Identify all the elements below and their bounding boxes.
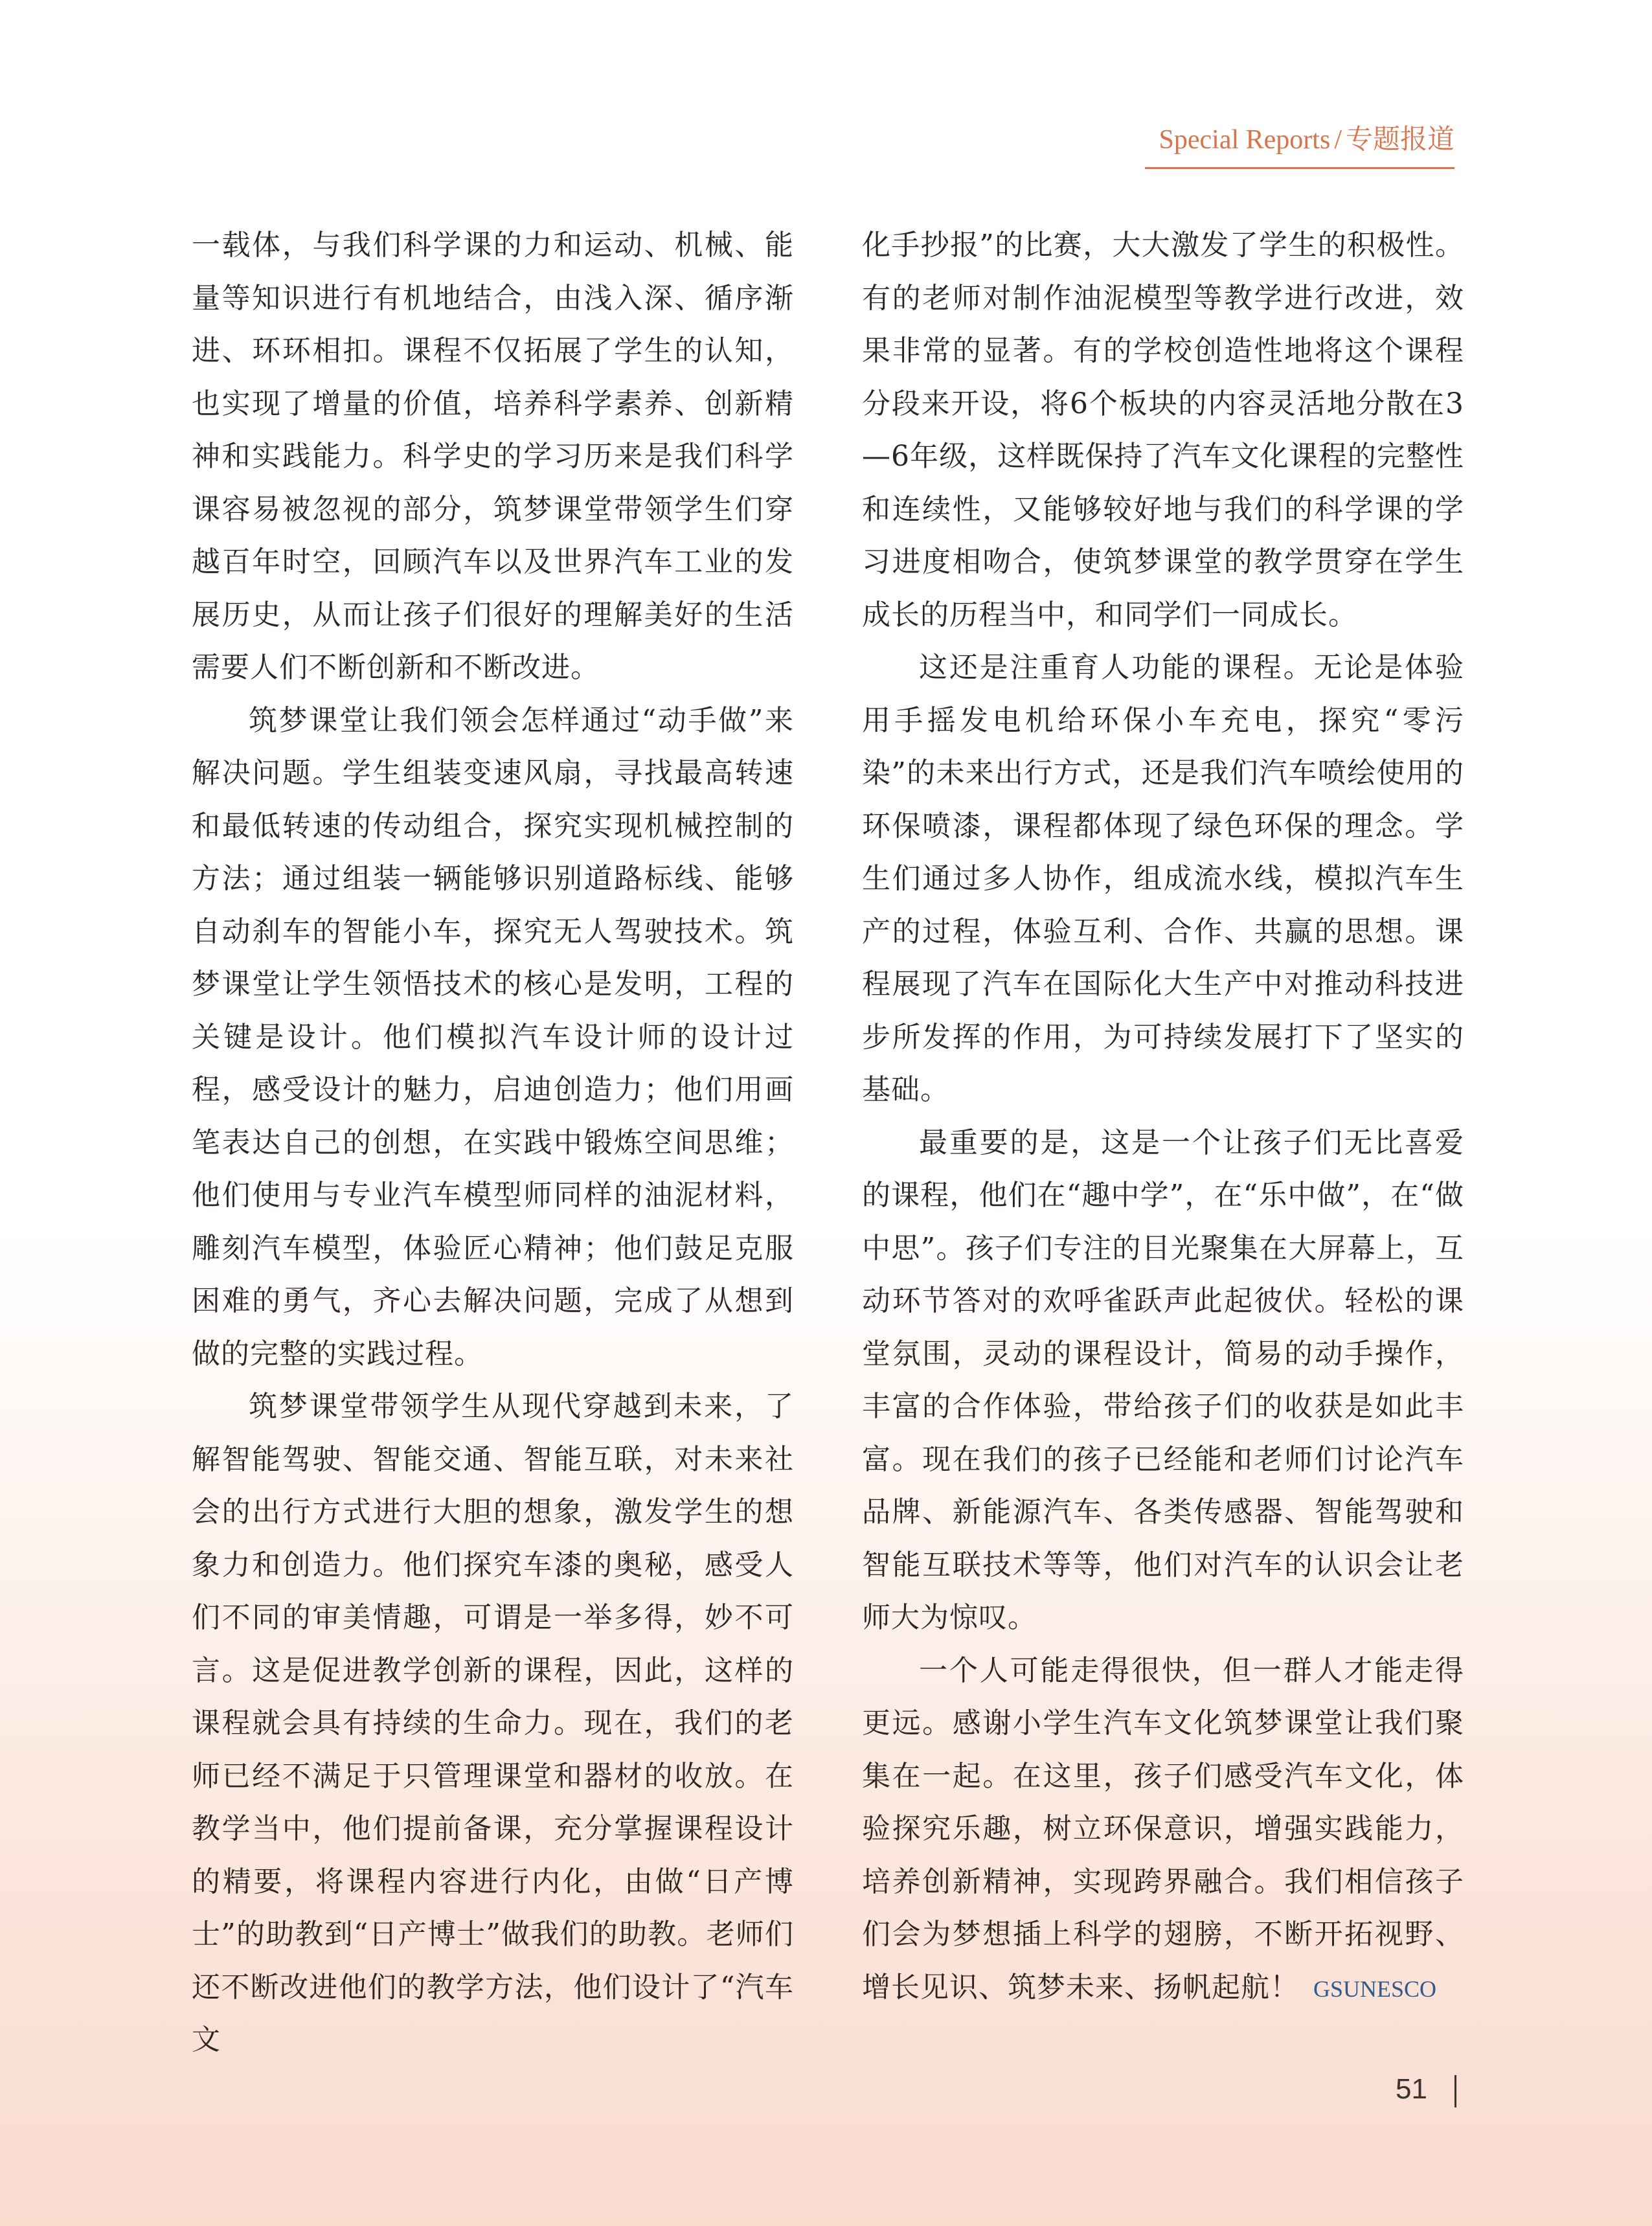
final-paragraph [862,1644,1464,2016]
author-signature: GSUNESCO [1313,1975,1437,2002]
right-column [862,219,1464,2016]
left-column [192,219,794,2067]
page-number: 51 [1396,2073,1427,2105]
header-separator: / [1334,125,1342,155]
running-header [1159,123,1454,156]
page-number-rule [1454,2075,1456,2107]
paragraph: 筑梦课堂让我们领会怎样通过“动手做”来解决问题。学生组装变速风扇，寻找最高转速和最低转速的传动组合，探究实现机械控制的方法；通过组装一辆能够识别道路标线、能够自动刹车的智能小车，探究无人驾驶技术。筑梦课堂让学生领悟技术的核心是发明，工程的关键是设计。他们模拟汽车设计师的设计过程，感受设计的魅力，启迪创造力；他们用画笔表达自己的创想，在实践中锻炼空间思维；他们使用与专业汽车模型师同样的油泥材料，雕刻汽车模型，体验匠心精神；他们鼓足克服困难的勇气，齐心去解决问题，完成了从想到做的完整的实践过程。 [192,703,794,1370]
header-rule [1145,167,1454,169]
paragraph: 化手抄报”的比赛，大大激发了学生的积极性。有的老师对制作油泥模型等教学进行改进，效果非常的显著。有的学校创造性地将这个课程分段来开设，将6个板块的内容灵活地分散在3—6年级，这样既保持了汽车文化课程的完整性和连续性，又能够较好地与我们的科学课的学习进度相吻合，使筑梦课堂的教学贯穿在学生成长的历程当中，和同学们一同成长。 [862,229,1464,631]
section-name-chinese: 专题报道 [1345,123,1454,155]
paragraph: 这还是注重育人功能的课程。无论是体验用手摇发电机给环保小车充电，探究“零污染”的未来出行方式，还是我们汽车喷绘使用的环保喷漆，课程都体现了绿色环保的理念。学生们通过多人协作，组成流水线，模拟汽车生产的过程，体验互利、合作、共赢的思想。课程展现了汽车在国际化大生产中对推动科技进步所发挥的作用，为可持续发展打下了坚实的基础。 [862,651,1464,1106]
section-name-english: Special Reports [1159,125,1331,155]
paragraph: 一载体，与我们科学课的力和运动、机械、能量等知识进行有机地结合，由浅入深、循序渐进、环环相扣。课程不仅拓展了学生的认知，也实现了增量的价值，培养科学素养、创新精神和实践能力。科学史的学习历来是我们科学课容易被忽视的部分，筑梦课堂带领学生们穿越百年时空，回顾汽车以及世界汽车工业的发展历史，从而让孩子们很好的理解美好的生活需要人们不断创新和不断改进。 [192,229,794,684]
paragraph-text: 一个人可能走得很快，但一群人才能走得更远。感谢小学生汽车文化筑梦课堂让我们聚集在一起。在这里，孩子们感受汽车文化，体验探究乐趣，树立环保意识，增强实践能力，培养创新精神，实现跨界融合。我们相信孩子们会为梦想插上科学的翅膀，不断开拓视野、增长见识、筑梦未来、扬帆起航！ [862,1653,1464,2004]
paragraph: 筑梦课堂带领学生从现代穿越到未来，了解智能驾驶、智能交通、智能互联，对未来社会的出行方式进行大胆的想象，激发学生的想象力和创造力。他们探究车漆的奥秘，感受人们不同的审美情趣，可谓是一举多得，妙不可言。这是促进教学创新的课程，因此，这样的课程就会具有持续的生命力。现在，我们的老师已经不满足于只管理课堂和器材的收放。在教学当中，他们提前备课，充分掌握课程设计的精要，将课程内容进行内化，由做“日产博士”的助教到“日产博士”做我们的助教。老师们还不断改进他们的教学方法，他们设计了“汽车文 [192,1390,794,2056]
paragraph: 最重要的是，这是一个让孩子们无比喜爱的课程，他们在“趣中学”，在“乐中做”，在“做中思”。孩子们专注的目光聚集在大屏幕上，互动环节答对的欢呼雀跃声此起彼伏。轻松的课堂氛围，灵动的课程设计，简易的动手操作，丰富的合作体验，带给孩子们的收获是如此丰富。现在我们的孩子已经能和老师们讨论汽车品牌、新能源汽车、各类传感器、智能驾驶和智能互联技术等等，他们对汽车的认识会让老师大为惊叹。 [862,1126,1464,1634]
